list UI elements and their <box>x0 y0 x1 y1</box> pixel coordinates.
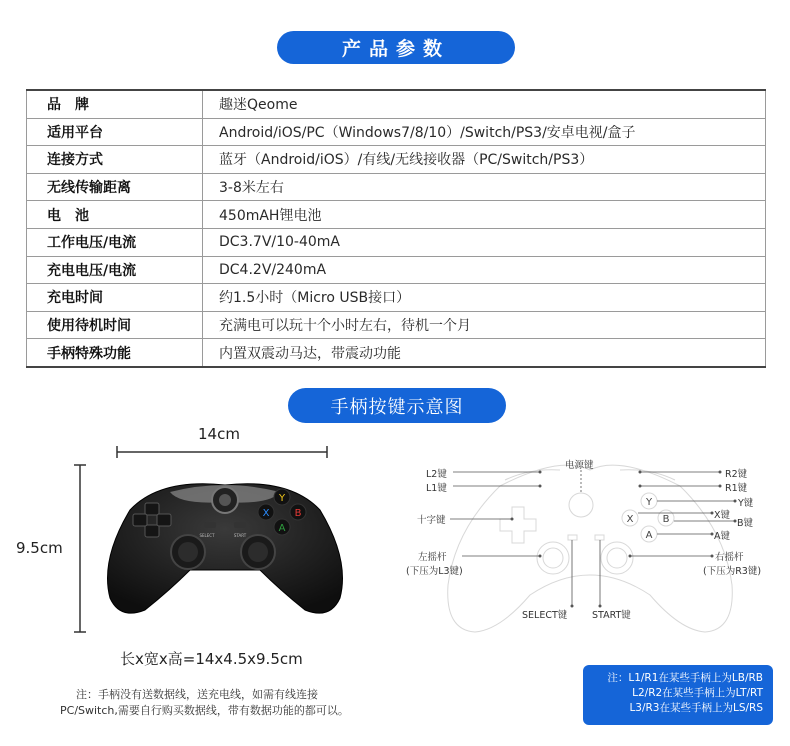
note-box <box>583 665 773 725</box>
label-r2: R2键 <box>725 469 748 480</box>
note-box-line2: L2/R2在某些手柄上为LT/RT <box>632 687 763 699</box>
spec-key: 使用待机时间 <box>27 311 203 339</box>
spec-value: 3-8米左右 <box>203 173 766 201</box>
diagram-btn-a: A <box>645 530 653 541</box>
label-power: 电源键 <box>565 460 594 471</box>
diagram-btn-y: Y <box>645 497 653 508</box>
label-dpad: 十字键 <box>417 515 446 526</box>
label-start: START键 <box>592 610 631 621</box>
label-l1: L1键 <box>426 483 447 494</box>
photo-select-label: SELECT <box>199 533 215 538</box>
label-y: Y键 <box>738 498 754 509</box>
spec-value: 蓝牙（Android/iOS）/有线/无线接收器（PC/Switch/PS3） <box>203 146 766 174</box>
label-right-stick-sub: (下压为R3键) <box>703 566 762 577</box>
diagram-btn-x: X <box>626 514 634 525</box>
spec-key: 充电电压/电流 <box>27 256 203 284</box>
spec-value: 趣迷Qeome <box>203 90 766 118</box>
spec-value: DC4.2V/240mA <box>203 256 766 284</box>
label-select: SELECT键 <box>522 610 568 621</box>
label-right-stick: 右摇杆 <box>715 552 744 563</box>
product-params-title: 产品参数 <box>341 38 450 60</box>
label-x: X键 <box>714 510 731 521</box>
button-diagram-title: 手柄按键示意图 <box>330 396 464 418</box>
photo-b-button: B <box>294 508 302 519</box>
spec-key: 连接方式 <box>27 146 203 174</box>
spec-value: 450mAH锂电池 <box>203 201 766 229</box>
spec-key: 工作电压/电流 <box>27 228 203 256</box>
photo-a-button: A <box>278 523 286 534</box>
diagram-btn-b: B <box>662 514 670 525</box>
label-l2: L2键 <box>426 469 447 480</box>
label-left-stick-sub: (下压为L3键) <box>406 566 463 577</box>
spec-value: 充满电可以玩十个小时左右，待机一个月 <box>203 311 766 339</box>
height-label: 9.5cm <box>16 539 63 557</box>
note-box-line1: 注：L1/R1在某些手柄上为LB/RB <box>607 672 763 684</box>
spec-key: 适用平台 <box>27 118 203 146</box>
photo-start-label: START <box>233 533 247 538</box>
spec-key: 无线传输距离 <box>27 173 203 201</box>
spec-value: 约1.5小时（Micro USB接口） <box>203 284 766 312</box>
width-label: 14cm <box>198 425 240 443</box>
spec-value: 内置双震动马达，带震动功能 <box>203 339 766 367</box>
spec-value: DC3.7V/10-40mA <box>203 228 766 256</box>
spec-value: Android/iOS/PC（Windows7/8/10）/Switch/PS3/安卓电视/盒子 <box>203 118 766 146</box>
left-note-line2: PC/Switch,需要自行购买数据线，带有数据功能的都可以。 <box>60 704 349 717</box>
label-left-stick: 左摇杆 <box>418 552 447 563</box>
note-box-line3: L3/R3在某些手柄上为LS/RS <box>629 702 763 714</box>
spec-key: 手柄特殊功能 <box>27 339 203 367</box>
spec-key: 品 牌 <box>27 90 203 118</box>
label-b: B键 <box>737 518 754 529</box>
photo-y-button: Y <box>278 493 286 504</box>
photo-x-button: X <box>262 508 270 519</box>
size-label: 长x宽x高=14x4.5x9.5cm <box>120 650 303 668</box>
label-a: A键 <box>714 531 730 542</box>
label-r1: R1键 <box>725 483 748 494</box>
left-note-line1: 注：手柄没有送数据线，送充电线，如需有线连接 <box>76 688 318 701</box>
spec-key: 电 池 <box>27 201 203 229</box>
spec-key: 充电时间 <box>27 284 203 312</box>
